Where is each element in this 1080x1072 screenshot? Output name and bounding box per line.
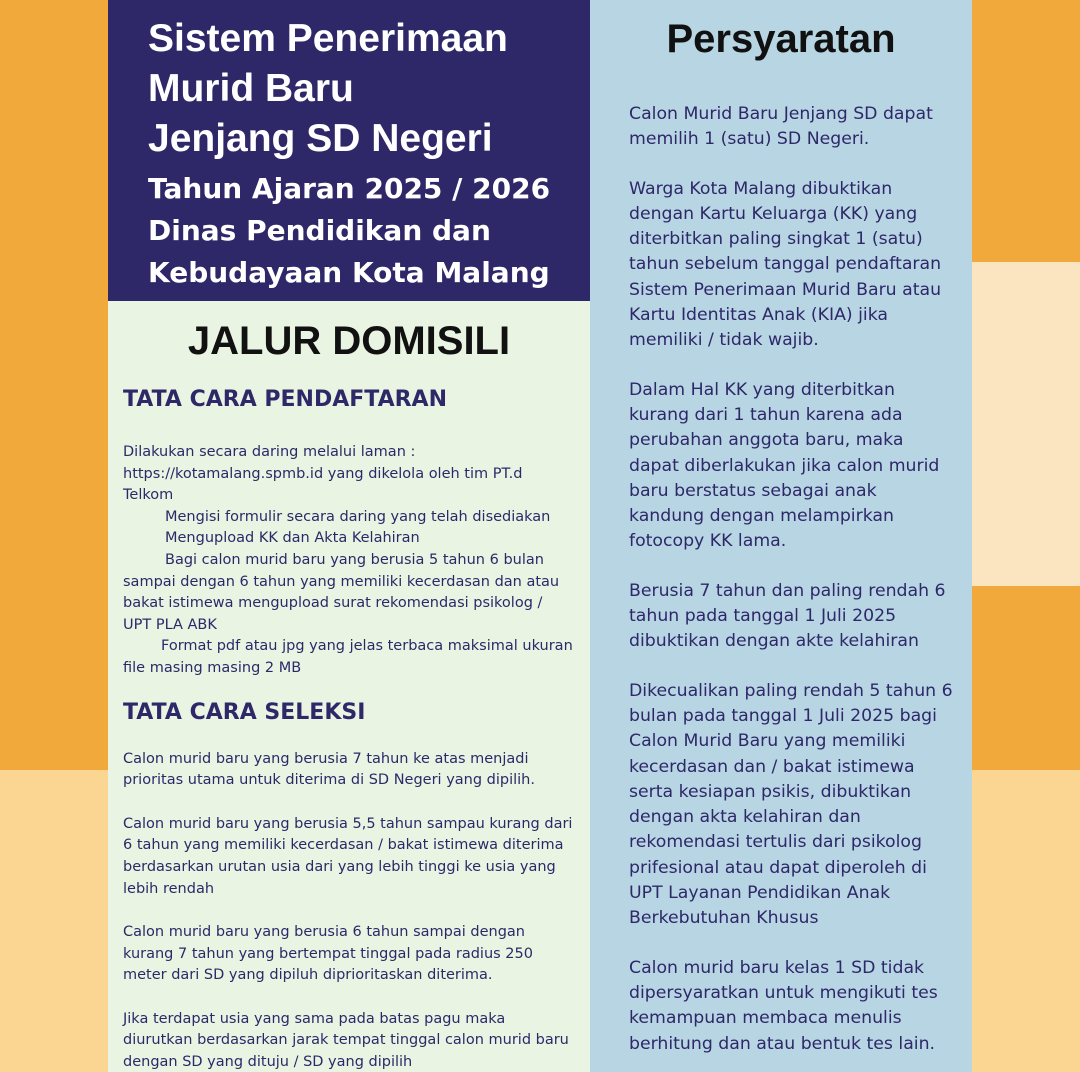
right-column xyxy=(590,0,972,1072)
background-band xyxy=(972,0,1080,262)
pendaftaran-step: Mengupload KK dan Akta Kelahiran xyxy=(165,530,420,547)
persyaratan-item: Calon Murid Baru Jenjang SD dapat memilih 1 (satu) SD Negeri. xyxy=(629,104,933,150)
seleksi-item: Calon murid baru yang berusia 5,5 tahun sampau kurang dari 6 tahun yang memiliki kecerdasan / bakat istimewa diterima berdasarkan urutan usia dari yang lebih tinggi ke usia yang lebih rendah xyxy=(123,815,573,897)
seleksi-heading: TATA CARA SELEKSI xyxy=(123,699,366,725)
persyaratan-item: Warga Kota Malang dibuktikan dengan Kartu Keluarga (KK) yang diterbitkan paling singkat 1 (satu) tahun sebelum tanggal pendaftaran Sistem Penerimaan Murid Baru atau Kartu Identitas Anak (KIA) jika memiliki / tidak wajib. xyxy=(629,178,942,351)
background-band xyxy=(972,770,1080,1072)
background-band xyxy=(972,262,1080,586)
background-band xyxy=(0,0,108,770)
pendaftaran-step: Mengisi formulir secara daring yang telah disediakan xyxy=(165,508,551,525)
seleksi-list xyxy=(108,749,590,1072)
jalur-title: JALUR DOMISILI xyxy=(187,319,511,363)
pendaftaran-heading: TATA CARA PENDAFTARAN xyxy=(123,387,447,412)
pendaftaran-intro: Dilakukan secara daring melalui laman : https://kotamalang.spmb.id yang dikelola oleh tim PT.d Telkom xyxy=(123,444,523,504)
header-block xyxy=(108,0,590,301)
persyaratan-item: Dikecualikan paling rendah 5 tahun 6 bulan pada tanggal 1 Juli 2025 bagi Calon Murid Baru yang memiliki kecerdasan dan / bakat istimewa serta kesiapan psikis, dibuktikan dengan akta kelahiran dan rekomendasi tertulis dari psikolog prifesional atau dapat diperoleh di UPT Layanan Pendidikan Anak Berkebutuhan Khusus xyxy=(629,680,953,929)
persyaratan-item: Calon murid baru kelas 1 SD tidak dipersyaratkan untuk mengikuti tes kemampuan membaca menulis berhitung dan atau bentuk tes lain. xyxy=(629,957,938,1054)
persyaratan-list xyxy=(590,102,972,1057)
background-band xyxy=(972,586,1080,770)
pendaftaran-step: Format pdf atau jpg yang jelas terbaca maksimal ukuran file masing masing 2 MB xyxy=(123,638,573,676)
persyaratan-item: Berusia 7 tahun dan paling rendah 6 tahun pada tanggal 1 Juli 2025 dibuktikan dengan akte kelahiran xyxy=(629,580,946,652)
seleksi-item: Calon murid baru yang berusia 6 tahun sampai dengan kurang 7 tahun yang bertempat tinggal pada radius 250 meter dari SD yang dipiluh diprioritaskan diterima. xyxy=(123,924,533,984)
seleksi-item: Calon murid baru yang berusia 7 tahun ke atas menjadi prioritas utama untuk diterima di SD Negeri yang dipilih. xyxy=(123,750,535,789)
background-band xyxy=(0,770,108,1072)
persyaratan-title: Persyaratan xyxy=(666,17,896,61)
seleksi-item: Jika terdapat usia yang sama pada batas pagu maka diurutkan berdasarkan jarak tempat tinggal calon murid baru dengan SD yang dituju / SD yang dipilih xyxy=(123,1010,569,1071)
header-title: Sistem Penerimaan Murid Baru Jenjang SD Negeri xyxy=(148,17,508,160)
pendaftaran-step: Bagi calon murid baru yang berusia 5 tahun 6 bulan sampai dengan 6 tahun yang memiliki kecerdasan dan atau bakat istimewa mengupload surat rekomendasi psikolog / UPT PLA ABK xyxy=(123,551,560,633)
persyaratan-item: Dalam Hal KK yang diterbitkan kurang dari 1 tahun karena ada perubahan anggota baru, maka dapat diberlakukan jika calon murid baru berstatus sebagai anak kandung dengan melampirkan fotocopy KK lama. xyxy=(629,379,940,552)
left-column xyxy=(108,301,590,1072)
header-subtitle: Tahun Ajaran 2025 / 2026 Dinas Pendidikan dan Kebudayaan Kota Malang xyxy=(148,172,551,289)
